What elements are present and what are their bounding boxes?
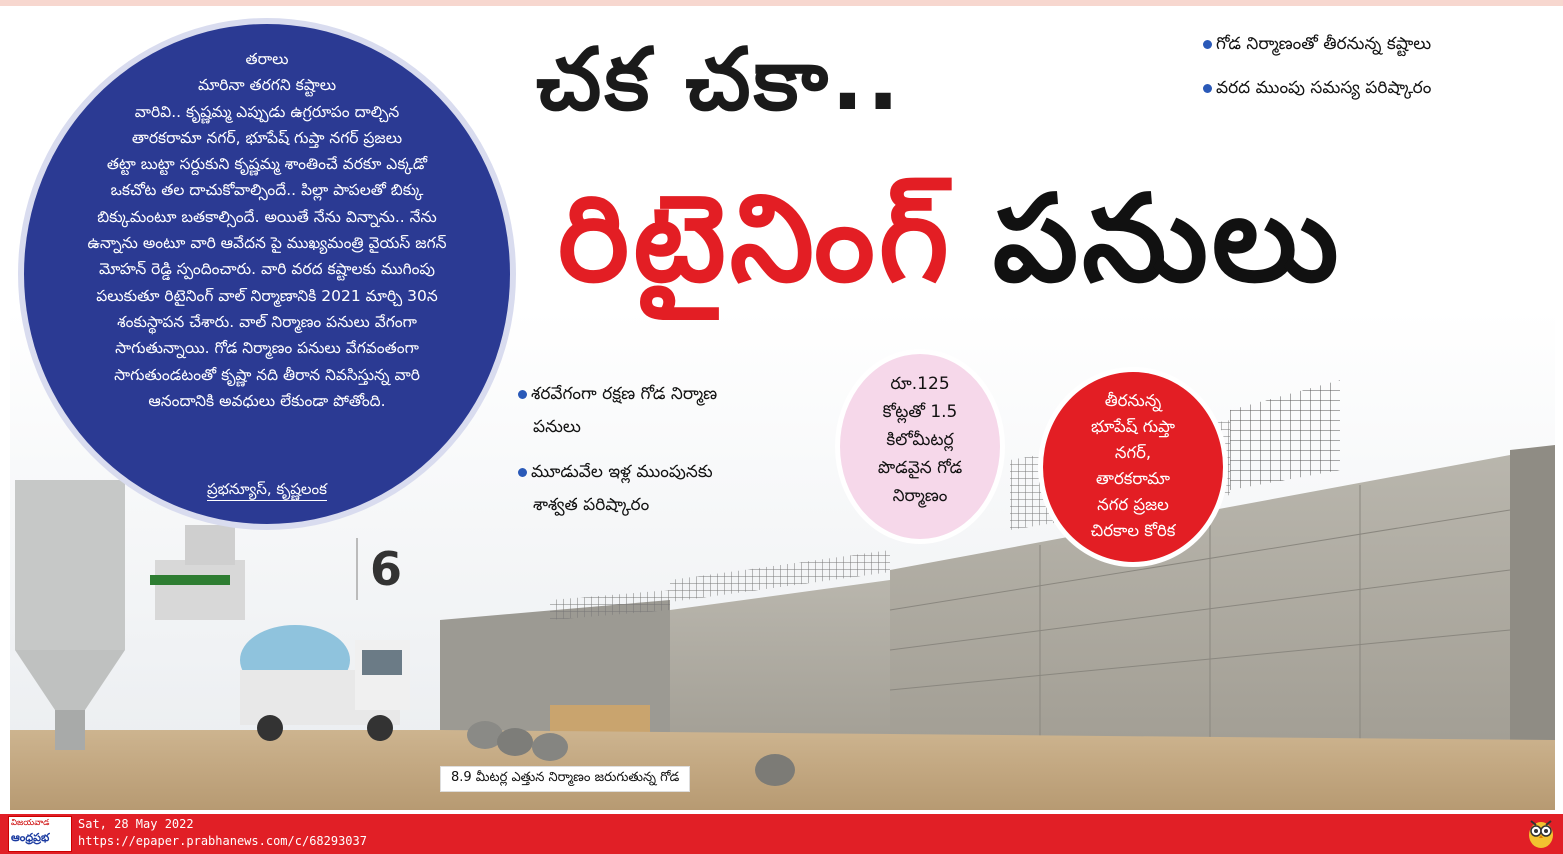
mid-bullet (518, 456, 713, 522)
bullet-dot-icon (1203, 40, 1212, 49)
cost-line: కిలోమీటర్ల (886, 430, 954, 450)
mid-bullet-line1: మూడువేల ఇళ్ల ముంపునకు (531, 462, 713, 482)
story-line: సాగుతున్నాయి. గోడ నిర్మాణం పనులు వేగవంతంగా (115, 339, 419, 358)
mid-bullet-line1: శరవేగంగా రక్షణ గోడ నిర్మాణ (531, 384, 718, 404)
newspaper-logo[interactable] (8, 816, 72, 852)
wish-line: నగర ప్రజల (1097, 495, 1169, 514)
bullet-dot-icon (1203, 84, 1212, 93)
story-line: ఒకచోట తల దాచుకోవాల్సిందే.. పిల్లా పాపలతో బిక్కు (110, 181, 424, 200)
footer-date: Sat, 28 May 2022 (78, 817, 194, 831)
story-line: పలుకుతూ రిటైనింగ్ వాల్ నిర్మాణానికి 2021 మార్చి 30న (96, 286, 438, 305)
story-line: తరాలు (245, 50, 289, 68)
wish-line: భూపేష్ గుప్తా (1090, 417, 1176, 436)
wish-circle (1043, 372, 1223, 562)
page-number: 6 (356, 538, 402, 600)
footer-url[interactable]: https://epaper.prabhanews.com/c/68293037 (78, 834, 367, 848)
byline-text: ప్రభన్యూస్, కృష్ణలంక (207, 480, 327, 501)
story-line: మోహన్ రెడ్డి స్పందించారు. వారి వరద కష్టాలకు ముగింపు (98, 260, 436, 279)
logo-name: ఆంధ్రప్రభ (11, 831, 50, 844)
headline-red-word: రిటైనింగ్ (558, 170, 953, 309)
headline-line1: చక చకా.. (536, 30, 903, 130)
news-clipping (10, 10, 1555, 810)
wish-line: తారకరామా (1095, 469, 1171, 488)
cost-line: కోట్లతో 1.5 (882, 402, 958, 422)
top-strip (0, 0, 1563, 6)
top-bullet (1203, 72, 1431, 105)
cost-circle (840, 354, 1000, 539)
top-bullet-text: గోడ నిర్మాణంతో తీరనున్న కష్టాలు (1216, 34, 1432, 54)
story-line: ఉన్నాను అంటూ వారి ఆవేదన పై ముఖ్యమంత్రి వైయస్ జగన్ (87, 234, 447, 253)
story-line: వారివి.. కృష్ణమ్మ ఎప్పుడు ఉగ్రరూపం దాల్చిన (134, 102, 400, 121)
top-bullet (1203, 28, 1431, 61)
bullet-dot-icon (518, 390, 527, 399)
mid-bullet-line2: శాశ్వత పరిష్కారం (533, 495, 650, 515)
wish-line: చిరకాల కోరిక (1090, 521, 1176, 540)
story-line: బిక్కుమంటూ బతకాల్సిందే. అయితే నేను విన్నాను.. నేను (97, 207, 437, 226)
headline-line2 (558, 170, 1343, 338)
story-line: మారినా తరగని కష్టాలు (197, 76, 337, 95)
logo-city: విజయవాడ (11, 818, 50, 828)
bullet-dot-icon (518, 468, 527, 477)
photo-caption: 8.9 మీటర్ల ఎత్తున నిర్మాణం జరుగుతున్న గోడ (440, 766, 690, 792)
cost-line: రూ.125 (890, 374, 950, 394)
story-line: తారకరామా నగర్, భూపేష్ గుప్తా నగర్ ప్రజలు (131, 128, 403, 147)
cost-line: పొడవైన గోడ (877, 458, 963, 478)
story-text (64, 46, 470, 414)
headline-black-word: పనులు (992, 170, 1343, 309)
top-bullet-text: వరద ముంపు సమస్య పరిష్కారం (1216, 78, 1432, 98)
story-line: తట్టా బుట్టా సర్దుకుని కృష్ణమ్మ శాంతించే వరకూ ఎక్కడో (106, 155, 428, 174)
mid-bullet (518, 378, 717, 444)
footer-info (78, 816, 367, 850)
story-circle (24, 24, 510, 524)
story-line: ఆనందానికి అవధులు లేకుండా పోతోంది. (148, 391, 386, 410)
wish-line: తీరనున్న (1104, 391, 1162, 410)
owl-icon[interactable] (1526, 817, 1556, 849)
byline (24, 480, 510, 502)
mid-bullet-line2: పనులు (533, 417, 581, 437)
story-line: సాగుతుండటంతో కృష్ణా నది తీరాన నివసిస్తున్న వారి (114, 365, 420, 384)
story-line: శంకుస్థాపన చేశారు. వాల్ నిర్మాణం పనులు వేగంగా (117, 312, 417, 331)
cost-line: నిర్మాణం (892, 486, 948, 506)
wish-line: నగర్, (1114, 443, 1152, 462)
